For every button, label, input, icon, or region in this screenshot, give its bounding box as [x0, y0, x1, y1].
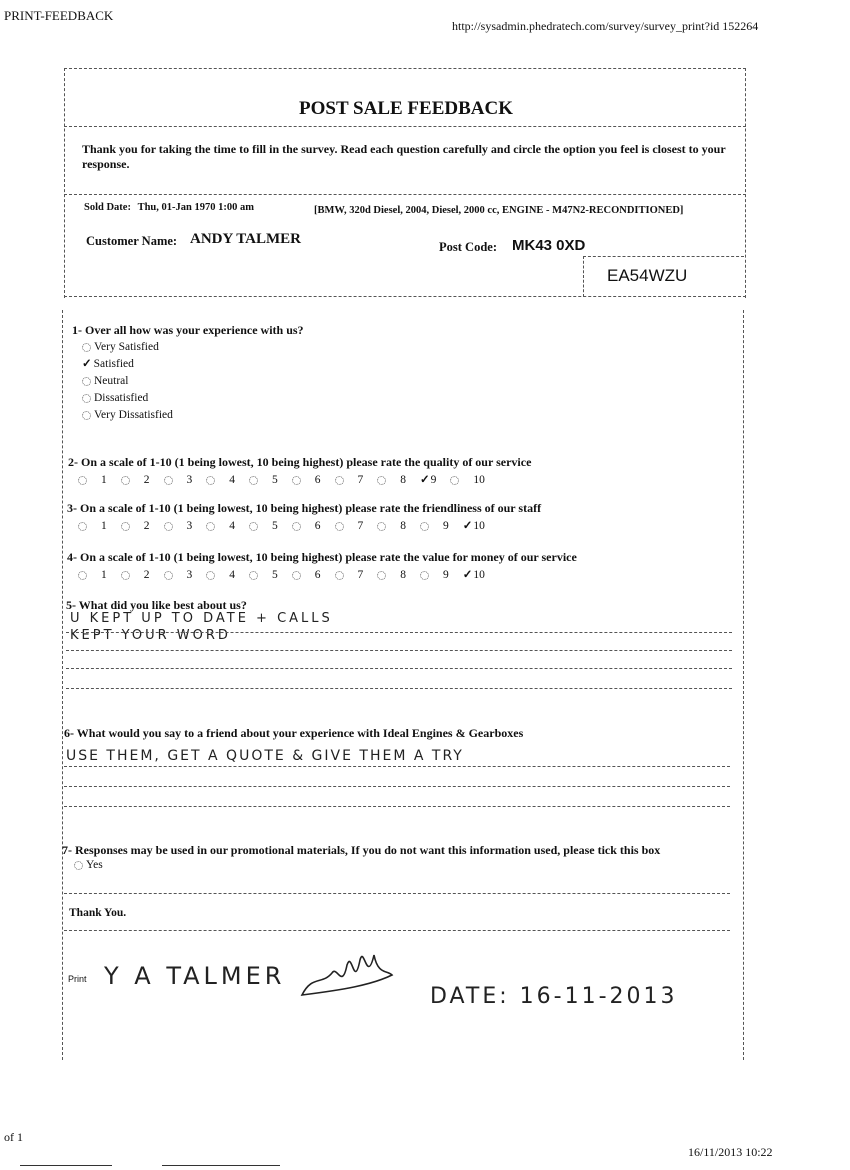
- radio-icon: [377, 476, 386, 485]
- scale-option-6[interactable]: [292, 520, 321, 532]
- scale-option-label: 1: [101, 569, 107, 581]
- radio-icon: [121, 476, 130, 485]
- sold-date-value: Thu, 01-Jan 1970 1:00 am: [137, 202, 254, 213]
- question-2: 2- On a scale of 1-10 (1 being lowest, 10 being highest) please rate the quality of our service: [68, 455, 532, 469]
- radio-icon: [82, 394, 91, 403]
- radio-icon: [164, 571, 173, 580]
- scale-option-7[interactable]: [335, 474, 364, 486]
- scale-option-6[interactable]: [292, 569, 321, 581]
- scale-option-8[interactable]: [377, 520, 406, 532]
- scale-option-label: 5: [272, 474, 278, 486]
- signature-scribble: [292, 945, 402, 1005]
- scale-option-2[interactable]: [121, 569, 150, 581]
- sold-date: [84, 202, 254, 213]
- radio-icon: [292, 571, 301, 580]
- scale-option-10[interactable]: [463, 520, 485, 532]
- form-intro: Thank you for taking the time to fill in the survey. Read each question carefully and circle the option you feel is closest to your response.: [82, 142, 726, 171]
- q7-option-yes[interactable]: Yes: [74, 859, 103, 871]
- radio-icon: [78, 571, 87, 580]
- print-label: Print: [68, 974, 87, 984]
- scale-option-label: 10: [473, 520, 485, 532]
- scale-option-label: 5: [272, 520, 278, 532]
- answer-line: [66, 650, 732, 651]
- scale-option-10[interactable]: [450, 474, 485, 486]
- thanks-divider-top: [64, 893, 730, 894]
- scale-option-label: 6: [314, 474, 321, 486]
- frame-top-border: [64, 68, 746, 69]
- customer-name-value: ANDY TALMER: [190, 231, 301, 247]
- page-header-url: http://sysadmin.phedratech.com/survey/survey_print?id 152264: [452, 19, 759, 33]
- scale-option-label: 10: [473, 474, 485, 486]
- registration-value: EA54WZU: [607, 266, 688, 285]
- question-4: 4- On a scale of 1-10 (1 being lowest, 10 being highest) please rate the value for money of our service: [67, 550, 577, 564]
- radio-icon: [74, 861, 83, 870]
- scale-option-label: 9: [443, 520, 449, 532]
- scale-option-7[interactable]: [335, 569, 364, 581]
- scale-option-1[interactable]: [78, 474, 107, 486]
- question-3: 3- On a scale of 1-10 (1 being lowest, 10 being highest) please rate the friendliness of our staff: [67, 501, 542, 515]
- question-6: 6- What would you say to a friend about your experience with Ideal Engines & Gearboxes: [64, 726, 524, 740]
- scale-option-1[interactable]: [78, 520, 107, 532]
- scale-option-3[interactable]: [164, 520, 193, 532]
- radio-icon: [249, 571, 258, 580]
- radio-icon: [335, 522, 344, 531]
- question-4-scale: [78, 567, 499, 581]
- radio-icon: [249, 522, 258, 531]
- scale-option-label: 6: [314, 569, 321, 581]
- checkmark-icon: ✓: [420, 474, 430, 486]
- answer-line: [66, 668, 732, 669]
- scale-option-label: 7: [357, 569, 364, 581]
- page-count: of 1: [4, 1130, 23, 1144]
- radio-icon: [335, 476, 344, 485]
- scale-option-7[interactable]: [335, 520, 364, 532]
- radio-icon: [82, 377, 91, 386]
- footer-rule-right: [162, 1165, 280, 1166]
- q1-option-very-satisfied[interactable]: Very Satisfied: [82, 339, 173, 356]
- scale-option-1[interactable]: [78, 569, 107, 581]
- scale-option-label: 5: [272, 569, 278, 581]
- radio-icon: [121, 571, 130, 580]
- scale-option-9[interactable]: [420, 520, 449, 532]
- radio-icon: [292, 476, 301, 485]
- scale-option-5[interactable]: [249, 474, 278, 486]
- answer-line: [66, 632, 732, 633]
- thank-you-text: Thank You.: [69, 907, 127, 919]
- checkmark-icon: ✓: [82, 358, 92, 370]
- answer-line: [64, 766, 730, 767]
- q1-option-satisfied[interactable]: ✓ Satisfied: [82, 358, 134, 370]
- scale-option-label: 7: [357, 520, 364, 532]
- scale-option-label: 3: [186, 474, 193, 486]
- radio-icon: [82, 411, 91, 420]
- scale-option-label: 4: [229, 520, 235, 532]
- question-2-scale: [78, 472, 499, 486]
- radio-icon: [206, 571, 215, 580]
- thanks-divider-bottom: [64, 930, 730, 931]
- scale-option-4[interactable]: [206, 569, 235, 581]
- answer-line: [64, 806, 730, 807]
- question-5-answer-line-2: KEPT YOUR WORD: [70, 628, 231, 643]
- radio-icon: [206, 476, 215, 485]
- scale-option-label: 1: [101, 474, 107, 486]
- print-timestamp: 16/11/2013 10:22: [688, 1145, 773, 1159]
- checkmark-icon: ✓: [462, 520, 473, 532]
- scale-option-5[interactable]: [249, 569, 278, 581]
- title-divider: [64, 126, 746, 127]
- scale-option-2[interactable]: [121, 474, 150, 486]
- scale-option-9[interactable]: [420, 569, 449, 581]
- customer-name-label: Customer Name:: [86, 234, 178, 248]
- answer-line: [66, 688, 732, 689]
- scale-option-label: 8: [400, 520, 406, 532]
- radio-icon: [82, 343, 91, 352]
- frame-left-border-lower: [62, 310, 63, 1060]
- radio-icon: [377, 571, 386, 580]
- radio-icon: [335, 571, 344, 580]
- printed-name: Y A TALMER: [104, 962, 286, 990]
- scale-option-6[interactable]: [292, 474, 321, 486]
- radio-icon: [78, 522, 87, 531]
- scale-option-label: 9: [443, 569, 449, 581]
- scale-option-5[interactable]: [249, 520, 278, 532]
- radio-icon: [78, 476, 87, 485]
- scale-option-3[interactable]: [164, 474, 193, 486]
- scale-option-label: 4: [229, 474, 235, 486]
- question-5: 5- What did you like best about us?: [66, 598, 247, 612]
- question-7: 7- Responses may be used in our promotional materials, If you do not want this information used, please tick this box: [62, 843, 661, 857]
- question-3-scale: [78, 518, 499, 532]
- question-5-answer-line-1: U KEPT UP TO DATE + CALLS: [70, 611, 333, 626]
- scale-option-label: 2: [143, 569, 150, 581]
- radio-icon: [206, 522, 215, 531]
- scale-option-label: 2: [143, 520, 150, 532]
- page-header-title: PRINT-FEEDBACK: [4, 8, 114, 23]
- scale-option-label: 10: [473, 569, 485, 581]
- intro-divider: [64, 194, 746, 195]
- signature-date: DATE: 16-11-2013: [430, 984, 678, 1009]
- question-6-answer: USE THEM, GET A QUOTE & GIVE THEM A TRY: [66, 748, 464, 764]
- radio-icon: [420, 571, 429, 580]
- scale-option-9[interactable]: [420, 474, 436, 486]
- question-1: 1- Over all how was your experience with us?: [72, 323, 304, 337]
- checkmark-icon: ✓: [462, 569, 473, 581]
- scale-option-label: 6: [314, 520, 321, 532]
- postcode-value: MK43 0XD: [512, 237, 586, 254]
- q1-option-very-dissatisfied[interactable]: Very Dissatisfied: [82, 407, 173, 424]
- scale-option-3[interactable]: [164, 569, 193, 581]
- scale-option-2[interactable]: [121, 520, 150, 532]
- question-1-options: [82, 339, 173, 424]
- scale-option-label: 2: [143, 474, 150, 486]
- scale-option-label: 3: [186, 520, 193, 532]
- radio-icon: [121, 522, 130, 531]
- radio-icon: [164, 476, 173, 485]
- scale-option-4[interactable]: [206, 474, 235, 486]
- radio-icon: [377, 522, 386, 531]
- scale-option-label: 4: [229, 569, 235, 581]
- scale-option-label: 8: [400, 474, 406, 486]
- scale-option-label: 9: [430, 474, 437, 486]
- answer-line: [64, 786, 730, 787]
- sold-date-label: Sold Date:: [84, 202, 131, 213]
- footer-rule-left: [20, 1165, 112, 1166]
- scale-option-label: 7: [357, 474, 364, 486]
- radio-icon: [164, 522, 173, 531]
- scale-option-label: 8: [400, 569, 406, 581]
- q1-option-neutral[interactable]: Neutral: [82, 373, 173, 390]
- scale-option-8[interactable]: [377, 474, 406, 486]
- scale-option-10[interactable]: [463, 569, 485, 581]
- radio-icon: [420, 522, 429, 531]
- postcode-label: Post Code:: [439, 240, 497, 254]
- radio-icon: [450, 476, 459, 485]
- frame-right-border-lower: [743, 310, 744, 1060]
- scale-option-label: 3: [186, 569, 193, 581]
- form-title: POST SALE FEEDBACK: [299, 98, 513, 119]
- scale-option-8[interactable]: [377, 569, 406, 581]
- q1-option-dissatisfied[interactable]: Dissatisfied: [82, 390, 173, 407]
- vehicle-details: [BMW, 320d Diesel, 2004, Diesel, 2000 cc, ENGINE - M47N2-RECONDITIONED]: [314, 205, 684, 216]
- scale-option-4[interactable]: [206, 520, 235, 532]
- radio-icon: [292, 522, 301, 531]
- scale-option-label: 1: [101, 520, 107, 532]
- radio-icon: [249, 476, 258, 485]
